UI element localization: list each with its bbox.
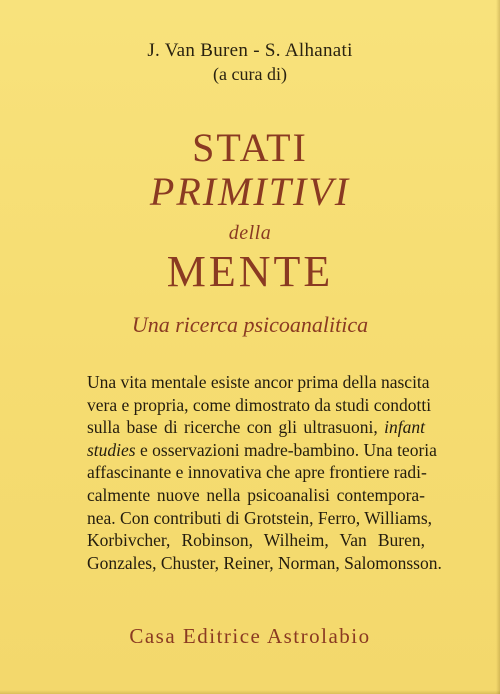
blurb-text-segment: e osservazioni madre-bambino. Una teoria <box>135 439 437 460</box>
editor-note: (a cura di) <box>213 64 287 84</box>
cover-edge-shadow <box>0 690 500 694</box>
authors: J. Van Buren - S. Alhanati <box>147 40 353 61</box>
blurb-line <box>87 439 437 462</box>
blurb-italic-segment: studies <box>87 439 136 460</box>
title-line-3: della <box>228 222 272 244</box>
blurb-line: Una vita mentale esiste ancor prima della nascita <box>87 372 430 392</box>
blurb-line: calmente nuove nella psicoanalisi contempora- <box>87 484 425 505</box>
subtitle: Una ricerca psicoanalitica <box>131 312 369 337</box>
blurb-line: vera e propria, come dimostrato da studi condotti <box>87 394 432 415</box>
blurb-italic-segment: infant <box>384 417 425 438</box>
cover-edge-shadow <box>496 0 500 694</box>
blurb-line: Korbivcher, Robinson, Wilheim, Van Buren, <box>87 530 425 551</box>
blurb-text <box>87 371 442 574</box>
title-line-1: STATI <box>192 125 308 170</box>
title-line-2: PRIMITIVI <box>149 169 351 214</box>
blurb-text-segment: sulla base di ricerche con gli ultrasuoni, <box>87 417 385 438</box>
blurb-line: affascinante e innovativa che apre frontiere radi- <box>87 462 427 483</box>
title-line-4: MENTE <box>166 247 334 296</box>
blurb-line <box>87 416 425 439</box>
blurb-line: nea. Con contributi di Grotstein, Ferro, Williams, <box>87 507 433 528</box>
blurb-line: Gonzales, Chuster, Reiner, Norman, Salomonsson. <box>87 552 442 573</box>
publisher-name: Casa Editrice Astrolabio <box>129 624 371 648</box>
